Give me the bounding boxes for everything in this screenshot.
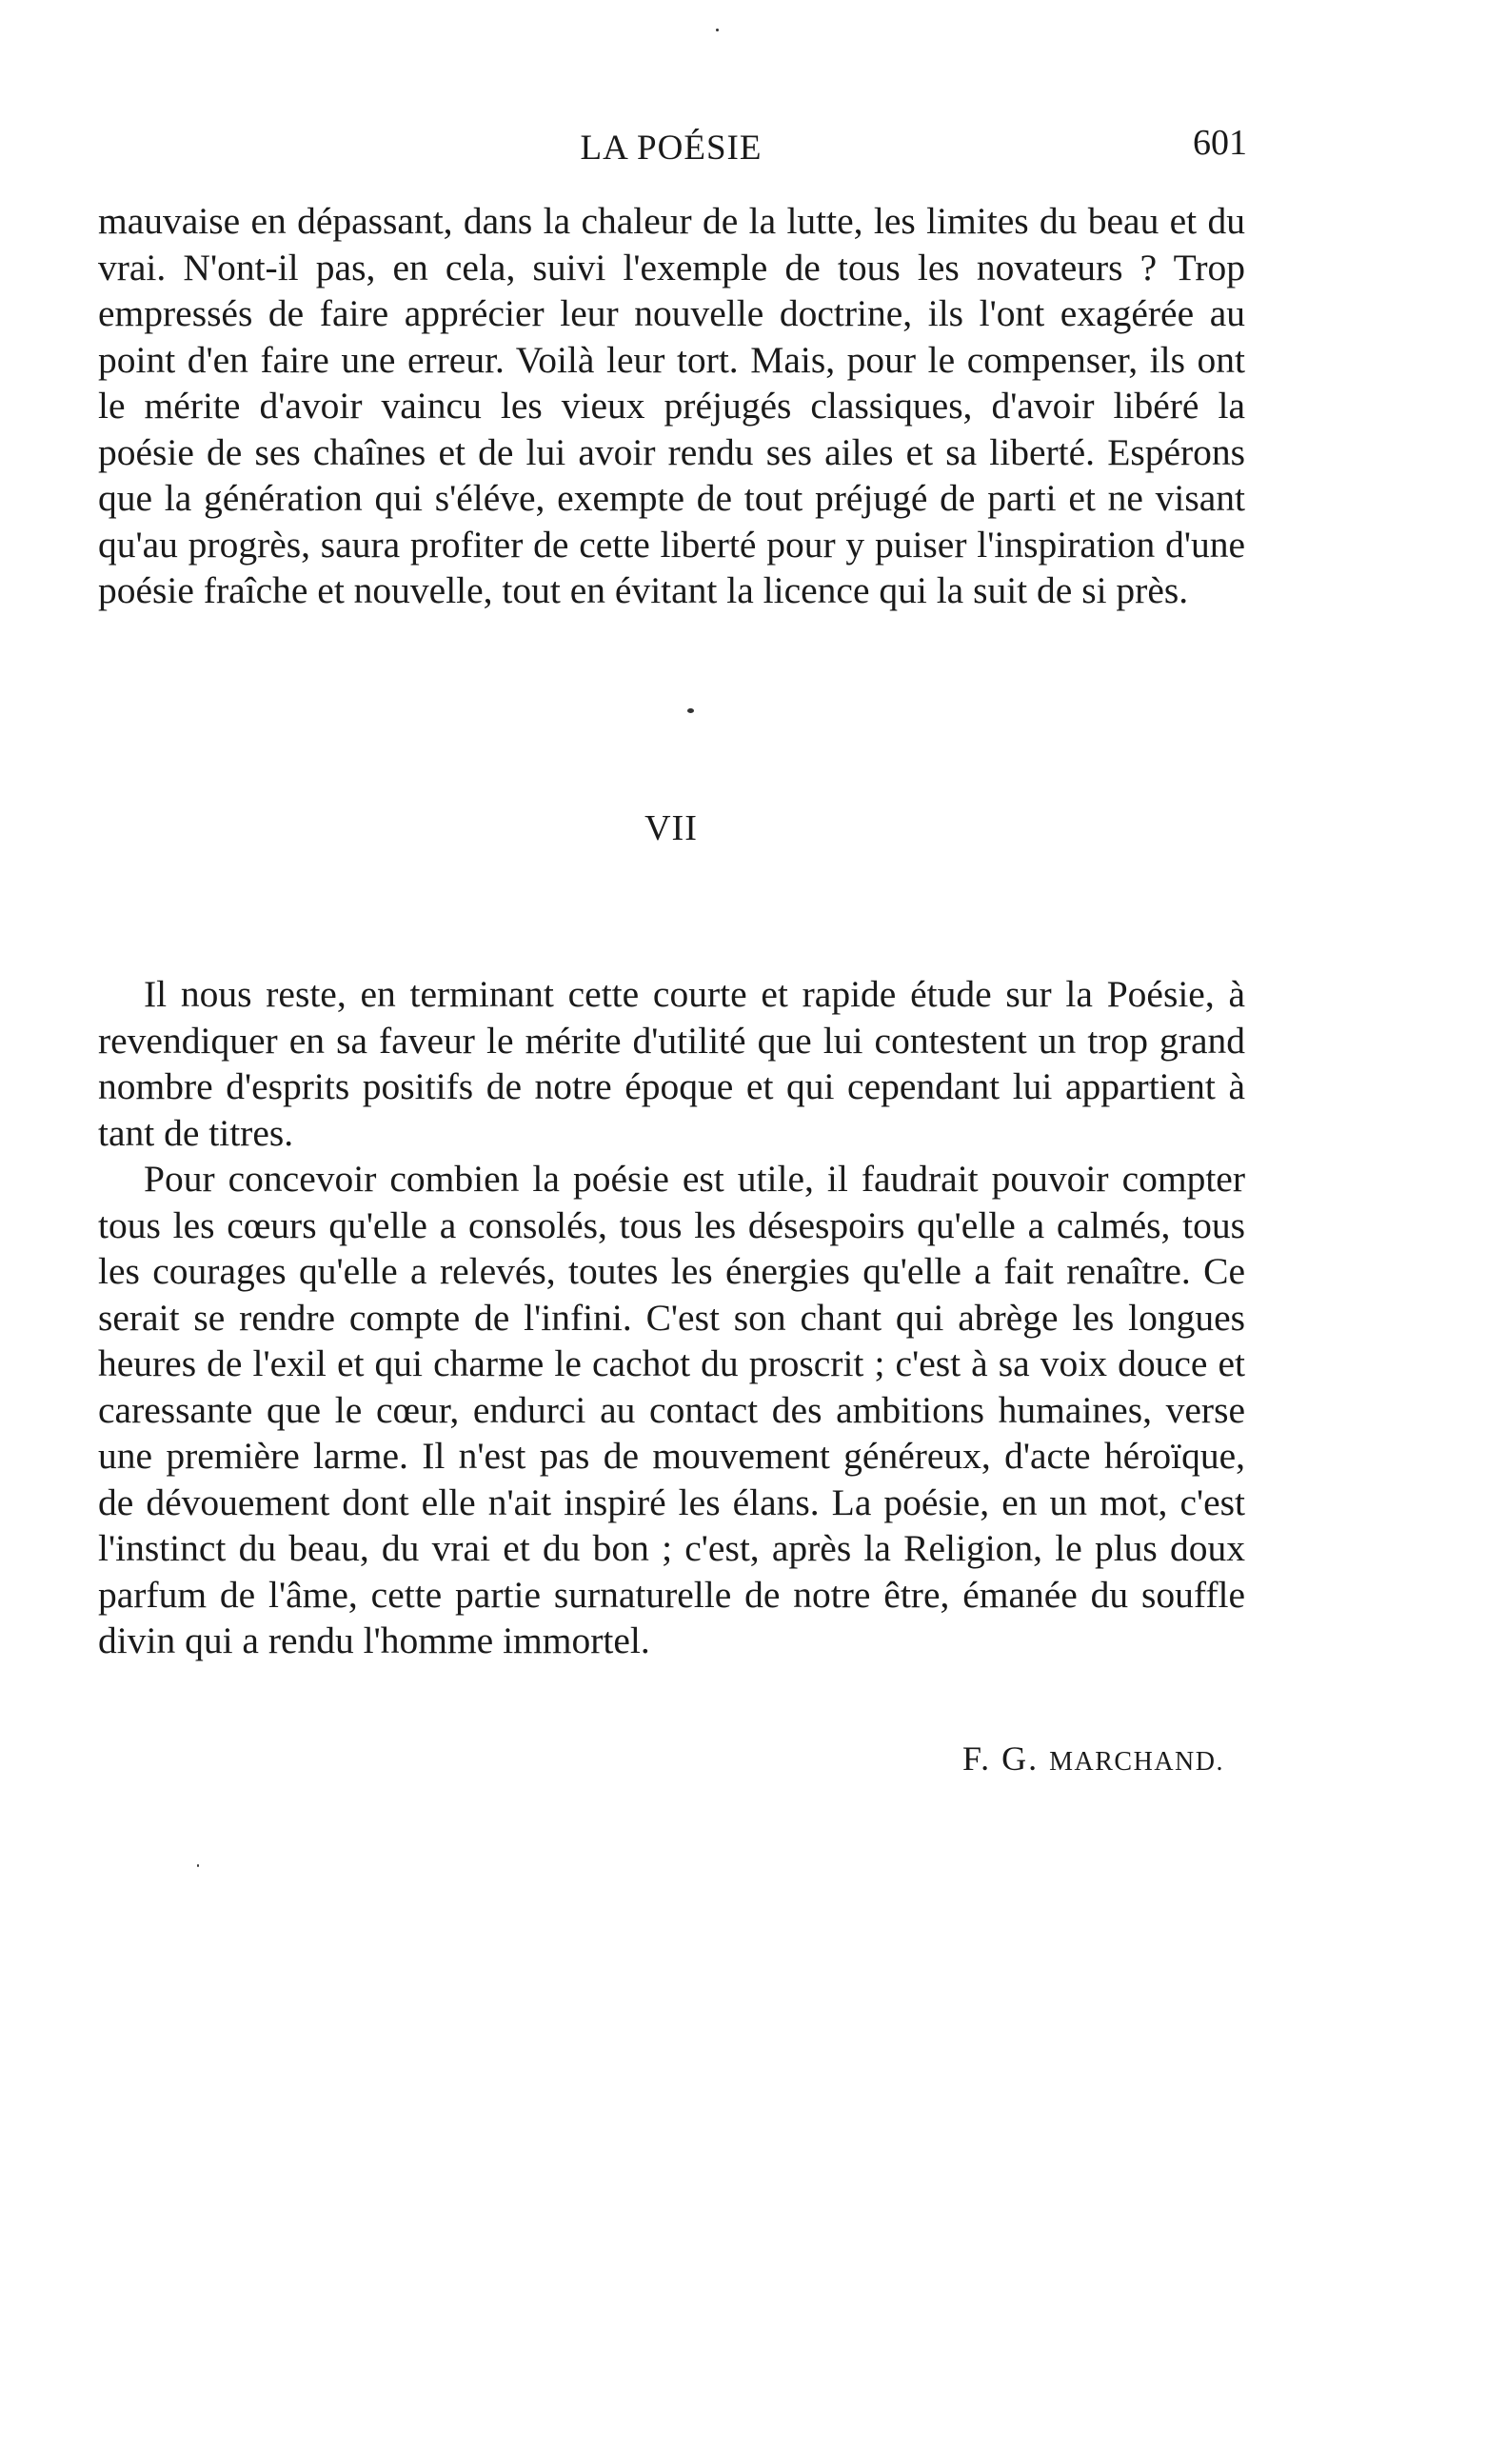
continuation-paragraph-block bbox=[98, 198, 1245, 614]
print-speck-low bbox=[197, 1864, 199, 1867]
author-initials: F. G. bbox=[962, 1739, 1040, 1778]
paragraph-2: Pour concevoir combien la poésie est utile, il faudrait pouvoir compter tous les cœurs qu'elle a consolés, tous les désespoirs qu'elle a calmés, tous les courages qu'elle a relevés, toutes les énergies qu'elle a fait renaître. Ce serait se rendre compte de l'infini. C'est son chant qui abrège les longues heures de l'exil et qui charme le cachot du proscrit ; c'est à sa voix douce et caressante que le cœur, endurci au contact des ambitions humaines, verse une première larme. Il n'est pas de mouvement généreux, d'acte héroïque, de dévouement dont elle n'ait inspiré les élans. La poésie, en un mot, c'est l'instinct du beau, du vrai et du bon ; c'est, après la Religion, le plus doux parfum de l'âme, cette partie surnaturelle de notre être, émanée du souffle divin qui a rendu l'homme immortel. bbox=[98, 1158, 1245, 1661]
continuation-paragraph: mauvaise en dépassant, dans la chaleur de la lutte, les limites du beau et du vrai. N'ont-il pas, en cela, suivi l'exemple de tous les novateurs ? Trop empressés de faire apprécier leur nouvelle doctrine, ils l'ont exagérée au point d'en faire une erreur. Voilà leur tort. Mais, pour le compenser, ils ont le mérite d'avoir vaincu les vieux préjugés classiques, d'avoir libéré la poésie de ses chaînes et de lui avoir rendu ses ailes et sa liberté. Espérons que la génération qui s'éléve, exempte de tout préjugé de parti et ne visant qu'au progrès, saura profiter de cette liberté pour y puiser l'inspiration d'une poésie fraîche et nouvelle, tout en évitant la licence qui la suit de si près. bbox=[98, 200, 1245, 611]
paragraph-1: Il nous reste, en terminant cette courte et rapide étude sur la Poésie, à revendiquer en sa faveur le mérite d'utilité que lui contestent un trop grand nombre d'esprits positifs de notre époque et qui cependant lui appartient à tant de titres. bbox=[98, 973, 1245, 1154]
section-heading: VII bbox=[644, 808, 698, 848]
print-speck-top bbox=[716, 29, 719, 31]
page-number: 601 bbox=[1193, 123, 1247, 163]
author-surname: MARCHAND. bbox=[1049, 1747, 1224, 1777]
author-signature bbox=[962, 1739, 1224, 1778]
print-speck-mid bbox=[687, 708, 694, 713]
running-head bbox=[95, 122, 1247, 179]
section-body bbox=[98, 971, 1245, 1664]
running-title: LA POÉSIE bbox=[580, 129, 763, 168]
